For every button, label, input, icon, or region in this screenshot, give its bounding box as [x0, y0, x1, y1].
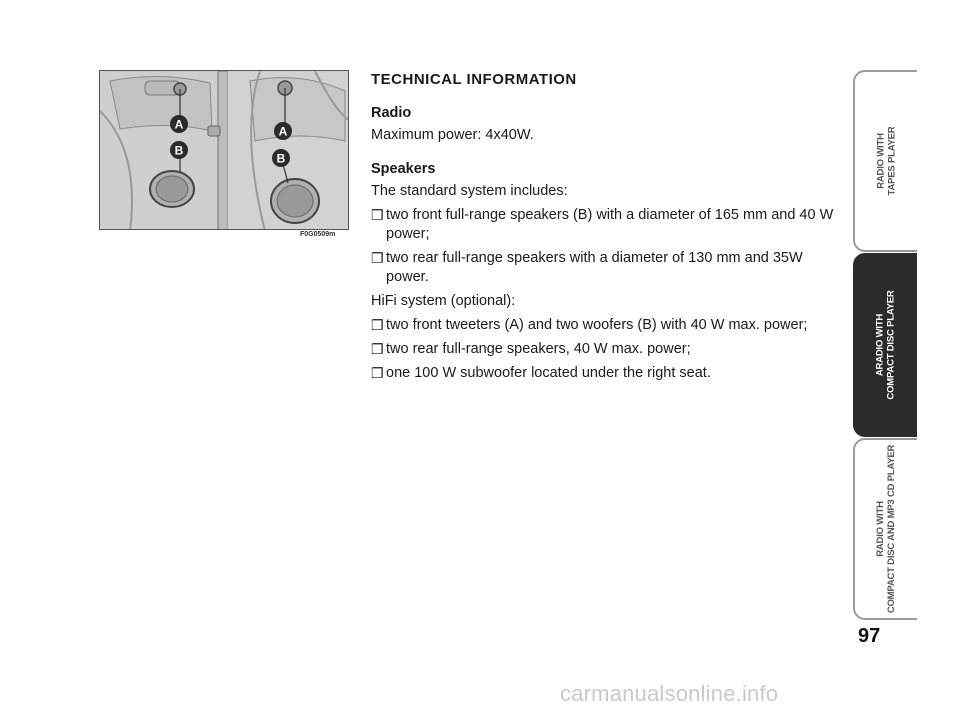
tab-radio-cd-mp3-player[interactable] — [853, 438, 917, 620]
speakers-heading: Speakers — [371, 161, 436, 177]
checkbox-bullet-icon: ❒ — [371, 317, 384, 333]
tab-label: RADIO WITH COMPACT DISC AND MP3 CD PLAYER — [875, 444, 898, 614]
list-item: ❒ one 100 W subwoofer located under the right seat. — [371, 365, 711, 381]
checkbox-bullet-icon: ❒ — [371, 207, 384, 223]
checkbox-bullet-icon: ❒ — [371, 341, 384, 357]
hifi-speakers-list — [371, 316, 841, 383]
list-item: ❒ two rear full-range speakers with a diameter of 130 mm and 35W power. — [371, 250, 803, 285]
technical-information-section — [371, 70, 841, 388]
page-number: 97 — [858, 625, 881, 647]
radio-text: Maximum power: 4x40W. — [371, 127, 534, 143]
list-item: ❒ two front tweeters (A) and two woofers (B) with 40 W max. power; — [371, 317, 808, 333]
standard-speakers-list — [371, 206, 841, 287]
list-item: ❒ two front full-range speakers (B) with a diameter of 165 mm and 40 W power; — [371, 207, 834, 242]
section-title: TECHNICAL INFORMATION — [371, 71, 577, 88]
watermark: carmanualsonline.info — [560, 681, 779, 706]
label-a-right: A — [278, 124, 288, 139]
checkbox-bullet-icon: ❒ — [371, 250, 384, 266]
tab-label: ARADIO WITH COMPACT DISC PLAYER — [875, 290, 898, 400]
label-b-right: B — [276, 151, 286, 166]
tab-radio-compact-disc-player[interactable] — [853, 253, 917, 437]
speaker-location-illustration — [99, 70, 349, 230]
figure-code: F0G0509m — [300, 231, 336, 238]
hifi-intro: HiFi system (optional): — [371, 293, 516, 309]
tab-radio-tapes-player[interactable] — [853, 70, 917, 252]
list-item: ❒ two rear full-range speakers, 40 W max. power; — [371, 341, 691, 357]
speakers-intro: The standard system includes: — [371, 183, 568, 199]
checkbox-bullet-icon: ❒ — [371, 365, 384, 381]
radio-heading: Radio — [371, 105, 412, 121]
door-speakers-drawing — [100, 71, 349, 230]
label-b-left: B — [174, 143, 184, 158]
tab-label: RADIO WITH TAPES PLAYER — [875, 126, 897, 196]
label-a-left: A — [174, 117, 184, 132]
